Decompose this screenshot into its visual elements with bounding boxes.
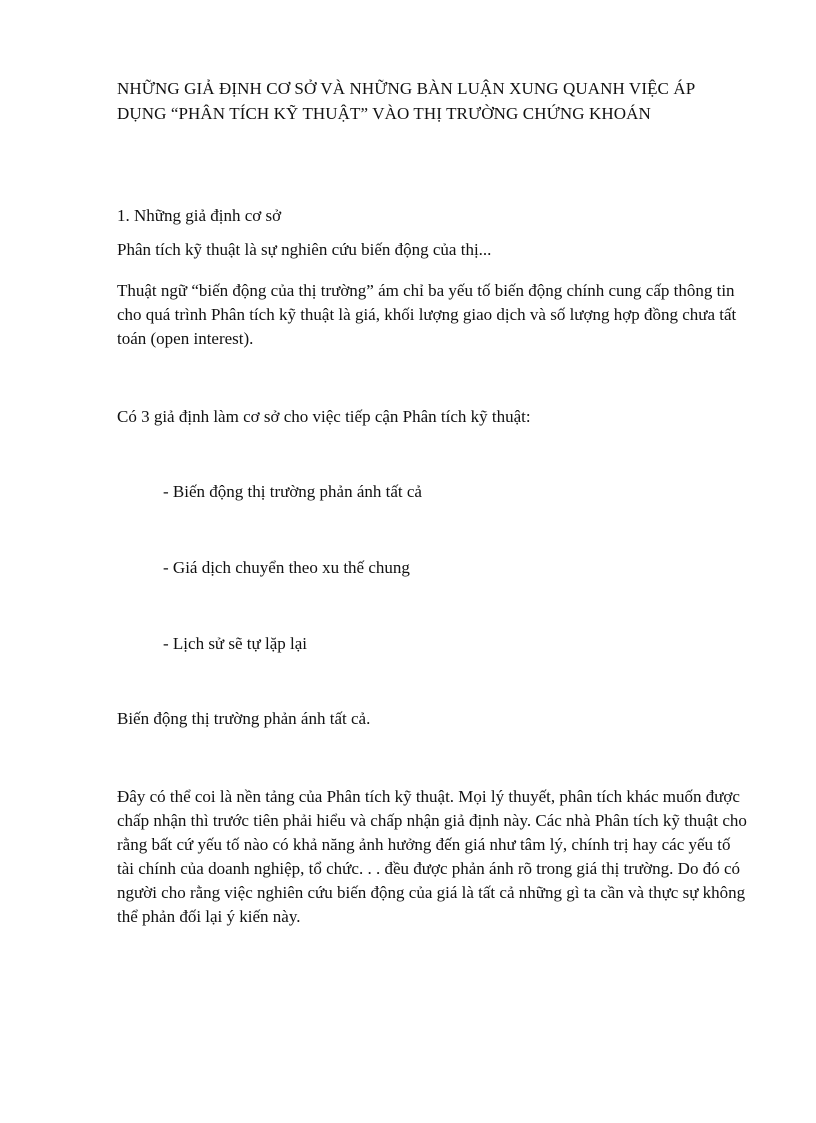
subheading: Biến động thị trường phản ánh tất cả. [117, 709, 371, 728]
body-paragraph: Đây có thể coi là nền tảng của Phân tích kỹ thuật. Mọi lý thuyết, phân tích khác muốn được chấp nhận thì trước tiên phải hiểu và chấp nhận giả định này. Các nhà Phân tích kỹ thuật cho rằng bất cứ yếu tố nào có khả năng ảnh hưởng đến giá như tâm lý, chính trị hay các yếu tố tài chính của doanh nghiệp, tổ chức. . . đều được phản ánh rõ trong giá thị trường. Do đó có người cho rằng việc nghiên cứu biến động của giá là tất cả những gì ta cần và thực sự không thể phản đối lại ý kiến này. [117, 787, 747, 926]
assumptions-intro: Có 3 giả định làm cơ sở cho việc tiếp cận Phân tích kỹ thuật: [117, 407, 531, 426]
assumption-item: - Lịch sử sẽ tự lặp lại [163, 634, 308, 653]
intro-paragraph: Phân tích kỹ thuật là sự nghiên cứu biến động của thị... [117, 240, 492, 259]
section-heading: 1. Những giả định cơ sở [117, 206, 282, 225]
assumption-item: - Biến động thị trường phản ánh tất cả [163, 482, 422, 501]
assumption-item: - Giá dịch chuyển theo xu thế chung [163, 558, 410, 577]
definition-paragraph: Thuật ngữ “biến động của thị trường” ám chỉ ba yếu tố biến động chính cung cấp thông tin cho quá trình Phân tích kỹ thuật là giá, khối lượng giao dịch và số lượng hợp đồng chưa tất toán (open interest). [117, 281, 737, 348]
document-title: NHỮNG GIẢ ĐỊNH CƠ SỞ VÀ NHỮNG BÀN LUẬN XUNG QUANH VIỆC ÁP DỤNG “PHÂN TÍCH KỸ THUẬT” VÀO THỊ TRƯỜNG CHỨNG KHOÁN [117, 79, 695, 123]
